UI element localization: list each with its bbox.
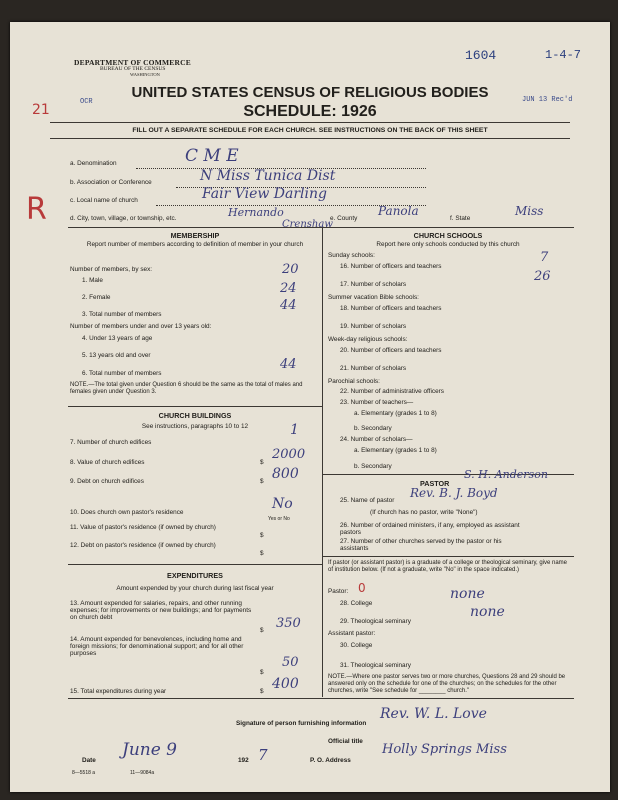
residence-debt-label: 12. Debt on pastor's residence (if owned by church)	[70, 542, 216, 549]
membership-note: NOTE.—The total given under Question 6 should be the same as the total of males and females given under Question 3.	[70, 382, 303, 395]
male-label: 1. Male	[82, 277, 103, 284]
debt-value: 800	[272, 466, 299, 482]
pastor-graduate-label: Pastor:	[328, 588, 349, 595]
census-schedule-sheet	[10, 22, 610, 792]
date-label: Date	[82, 757, 96, 764]
membership-heading: MEMBERSHIP	[170, 231, 220, 240]
margin-letter: R	[26, 192, 47, 227]
print-code-2: 11—9084a	[130, 770, 155, 776]
membership-subheading: Report number of members according to definition of member in your church	[86, 241, 304, 248]
q27-label: 27. Number of other churches served by the pastor or his assistants	[340, 538, 502, 552]
bureau-label: BUREAU OF THE CENSUS	[100, 66, 166, 72]
q17-value: 26	[534, 269, 551, 284]
expenditures-heading: EXPENDITURES	[167, 571, 223, 580]
divider	[50, 122, 570, 123]
male-value: 20	[282, 262, 299, 277]
margin-number: 21	[32, 102, 50, 118]
residence-value-label: 11. Value of pastor's residence (if owned by church)	[70, 524, 216, 531]
q29-label: 29. Theological seminary	[340, 618, 411, 625]
dollar-sign: $	[260, 550, 264, 557]
city-label: WASHINGTON	[130, 72, 160, 77]
q28-value: none	[450, 586, 485, 602]
total6-value: 44	[280, 357, 297, 372]
buildings-heading: CHURCH BUILDINGS	[158, 411, 232, 420]
city-value: Hernando	[228, 206, 284, 219]
edifices-value: 1	[290, 422, 299, 438]
q29-value: none	[470, 604, 505, 620]
dollar-sign: $	[260, 532, 264, 539]
local-name-value: Fair View Darling	[202, 186, 327, 202]
weekday-label: Week-day religious schools:	[328, 336, 408, 343]
female-label: 2. Female	[82, 294, 111, 301]
dollar-sign: $	[260, 627, 264, 634]
po-address-label: P. O. Address	[310, 757, 351, 764]
value-label: 8. Value of church edifices	[70, 459, 145, 466]
received-stamp: JUN 13 Rec'd	[522, 96, 573, 104]
pastor-mark: 0	[358, 581, 366, 595]
year-prefix: 192	[238, 757, 249, 764]
q25-note: (If church has no pastor, write "None")	[370, 509, 478, 516]
by-sex-label: Number of members, by sex:	[70, 266, 153, 273]
po-address-value: Holly Springs Miss	[382, 742, 507, 757]
county-label: e. County	[330, 215, 358, 222]
q20-label: 20. Number of officers and teachers	[340, 347, 442, 354]
association-value: N Miss Tunica Dist	[200, 168, 336, 184]
signature-label: Signature of person furnishing information	[236, 720, 367, 727]
dollar-sign: $	[260, 478, 264, 485]
assistant-label: Assistant pastor:	[328, 630, 376, 637]
q18-label: 18. Number of officers and teachers	[340, 305, 442, 312]
q22-label: 22. Number of administrative officers	[340, 388, 444, 395]
denomination-value: C M E	[185, 146, 239, 166]
q14-value: 50	[282, 655, 299, 670]
department-label: DEPARTMENT OF COMMERCE	[74, 58, 191, 67]
yes-no-hint: Yes or No	[268, 516, 290, 522]
state-value: Miss	[515, 204, 544, 218]
dollar-sign: $	[260, 669, 264, 676]
divider	[68, 698, 574, 699]
q15-value: 400	[272, 676, 299, 692]
schools-heading: CHURCH SCHOOLS	[413, 231, 483, 240]
divider	[322, 556, 574, 557]
divider	[68, 406, 322, 407]
edifices-label: 7. Number of church edifices	[70, 439, 152, 446]
city-correction: Crenshaw	[282, 219, 333, 230]
denomination-label: a. Denomination	[70, 160, 117, 167]
q14-label: 14. Amount expended for benevolences, including home and foreign missions; for denominational support; and for all other purposes	[70, 636, 244, 657]
pastor-heading: PASTOR	[420, 479, 450, 488]
buildings-subheading: See instructions, paragraphs 10 to 12	[141, 423, 249, 430]
divider	[68, 227, 574, 228]
county-value: Panola	[378, 204, 419, 218]
under13-label: 4. Under 13 years of age	[82, 335, 153, 342]
divider	[68, 564, 322, 565]
signature-value: Rev. W. L. Love	[380, 706, 487, 722]
q19-label: 19. Number of scholars	[340, 323, 407, 330]
year-value: 7	[258, 746, 268, 764]
q13-label: 13. Amount expended for salaries, repairs, and other running expenses; for improvements or new buildings; and for payments on church debt	[70, 600, 252, 621]
q17-label: 17. Number of scholars	[340, 281, 407, 288]
q25-label: 25. Name of pastor	[340, 497, 395, 504]
form-schedule: SCHEDULE: 1926	[243, 103, 377, 120]
dollar-sign: $	[260, 459, 264, 466]
local-name-label: c. Local name of church	[70, 197, 138, 204]
q23-label: 23. Number of teachers—	[340, 399, 414, 406]
association-label: b. Association or Conference	[70, 179, 152, 186]
value-value: 2000	[272, 447, 306, 462]
college-intro: If pastor (or assistant pastor) is a graduate of a college or theological seminary, give name of institution below. (If not a graduate, write "No" in the space indicated.)	[328, 560, 568, 573]
q24b-label: b. Secondary	[354, 463, 392, 470]
q23a-label: a. Elementary (grades 1 to 8)	[354, 410, 437, 417]
age-label: Number of members under and over 13 years old:	[70, 323, 212, 330]
pastor-note: NOTE.—Where one pastor serves two or more churches, Questions 28 and 29 should be answered only on the schedule for one of the churches; on the schedules for the other churches, write "See schedule for ________ church."	[328, 674, 566, 694]
over13-label: 5. 13 years old and over	[82, 352, 151, 359]
owns-residence-value: No	[272, 496, 293, 512]
total-value: 44	[280, 298, 297, 313]
q28-label: 28. College	[340, 600, 373, 607]
official-title-label: Official title	[328, 738, 363, 745]
print-code: 8—5518 a	[72, 770, 96, 776]
q15-label: 15. Total expenditures during year	[70, 688, 167, 695]
stamp-code: 1-4-7	[545, 48, 582, 62]
form-title: UNITED STATES CENSUS OF RELIGIOUS BODIES	[131, 84, 489, 101]
divider	[50, 138, 570, 139]
form-instruction: FILL OUT A SEPARATE SCHEDULE FOR EACH CHURCH. SEE INSTRUCTIONS ON THE BACK OF THIS SHEET	[132, 127, 488, 134]
total6-label: 6. Total number of members	[82, 370, 162, 377]
q25-value: Rev. B. J. Boyd	[410, 486, 498, 500]
dollar-sign: $	[260, 688, 264, 695]
q24a-label: a. Elementary (grades 1 to 8)	[354, 447, 437, 454]
q23b-label: b. Secondary	[354, 425, 392, 432]
date-value: June 9	[122, 740, 177, 760]
summer-label: Summer vacation Bible schools:	[328, 294, 419, 301]
city-label: d. City, town, village, or township, etc.	[70, 215, 177, 222]
female-value: 24	[280, 281, 297, 296]
expenditures-subheading: Amount expended by your church during last fiscal year	[116, 585, 274, 592]
sunday-label: Sunday schools:	[328, 252, 375, 259]
debt-label: 9. Debt on church edifices	[70, 478, 144, 485]
q24-label: 24. Number of scholars—	[340, 436, 413, 443]
q31-label: 31. Theological seminary	[340, 662, 411, 669]
state-label: f. State	[450, 215, 471, 222]
owns-residence-label: 10. Does church own pastor's residence	[70, 509, 184, 516]
q21-label: 21. Number of scholars	[340, 365, 407, 372]
parochial-label: Parochial schools:	[328, 378, 380, 385]
q16-value: 7	[540, 250, 549, 265]
stamp-number: 1604	[465, 48, 497, 63]
total-label: 3. Total number of members	[82, 311, 162, 318]
q13-value: 350	[276, 616, 301, 631]
column-divider	[322, 227, 323, 697]
pastor-correction: S. H. Anderson	[464, 468, 548, 481]
q16-label: 16. Number of officers and teachers	[340, 263, 442, 270]
ocr-stamp: OCR	[80, 98, 93, 106]
q30-label: 30. College	[340, 642, 373, 649]
schools-subheading: Report here only schools conducted by this church	[376, 241, 520, 248]
q26-label: 26. Number of ordained ministers, if any, employed as assistant pastors	[340, 522, 520, 536]
